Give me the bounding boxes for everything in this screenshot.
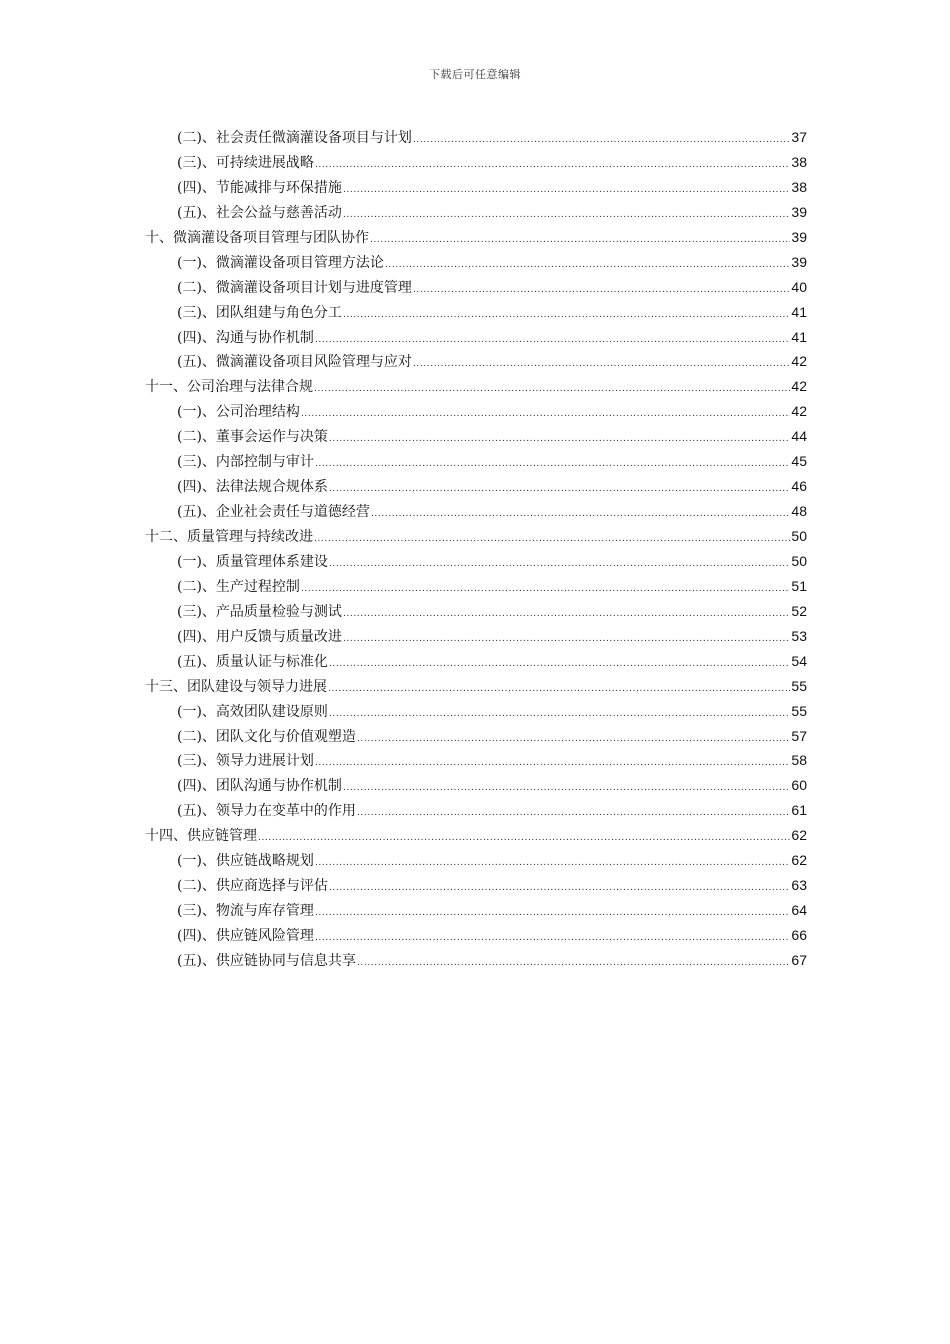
page-header: 下载后可任意编辑: [429, 68, 521, 81]
toc-entry-title: (四)、用户反馈与质量改进: [177, 628, 342, 645]
toc-page-number: 38: [791, 153, 807, 170]
toc-dot-leader: [413, 352, 790, 377]
toc-page-number: 60: [791, 777, 807, 794]
toc-dot-leader: [315, 751, 790, 776]
toc-dot-leader: [357, 801, 790, 826]
toc-entry-title: (五)、领导力在变革中的作用: [177, 803, 356, 820]
toc-entry-title: 十、微滴灌设备项目管理与团队协作: [145, 229, 369, 246]
toc-section-entry[interactable]: [145, 773, 807, 798]
toc-section-entry[interactable]: [145, 599, 807, 624]
toc-dot-leader: [343, 776, 790, 801]
toc-page-number: 51: [791, 577, 807, 594]
toc-section-entry[interactable]: [145, 798, 807, 823]
toc-dot-leader: [343, 627, 790, 652]
toc-page-number: 44: [791, 428, 807, 445]
toc-entry-title: (二)、微滴灌设备项目计划与进度管理: [177, 279, 412, 296]
toc-entry-title: (一)、供应链战略规划: [177, 853, 314, 870]
toc-section-entry[interactable]: [145, 624, 807, 649]
toc-dot-leader: [343, 602, 790, 627]
toc-entry-title: (五)、微滴灌设备项目风险管理与应对: [177, 354, 412, 371]
toc-page-number: 42: [791, 353, 807, 370]
toc-dot-leader: [371, 502, 790, 527]
toc-dot-leader: [315, 452, 790, 477]
toc-page-number: 63: [791, 877, 807, 894]
toc-page-number: 50: [791, 528, 807, 544]
toc-section-entry[interactable]: [145, 399, 807, 424]
toc-section-entry[interactable]: [145, 349, 807, 374]
toc-section-entry[interactable]: [145, 499, 807, 524]
toc-dot-leader: [357, 951, 790, 976]
toc-page-number: 41: [791, 303, 807, 320]
toc-page-number: 55: [791, 677, 807, 694]
toc-page-number: 52: [791, 602, 807, 619]
toc-dot-leader: [315, 153, 790, 178]
toc-section-entry[interactable]: [145, 923, 807, 948]
toc-dot-leader: [329, 652, 790, 677]
toc-section-entry[interactable]: [145, 300, 807, 325]
toc-dot-leader: [314, 377, 790, 402]
toc-dot-leader: [315, 328, 790, 353]
toc-chapter-entry[interactable]: [145, 225, 807, 250]
toc-page-number: 42: [791, 403, 807, 420]
toc-page-number: 53: [791, 627, 807, 644]
toc-entry-title: (四)、沟通与协作机制: [177, 329, 314, 346]
toc-section-entry[interactable]: [145, 873, 807, 898]
toc-chapter-entry[interactable]: [145, 374, 807, 399]
toc-page-number: 41: [791, 328, 807, 345]
toc-entry-title: (三)、可持续进展战略: [177, 154, 314, 171]
toc-page-number: 37: [791, 129, 807, 145]
toc-dot-leader: [385, 253, 790, 278]
toc-entry-title: (三)、团队组建与角色分工: [177, 304, 342, 321]
toc-dot-leader: [343, 178, 790, 203]
toc-section-entry[interactable]: [145, 449, 807, 474]
toc-section-entry[interactable]: [145, 748, 807, 773]
toc-dot-leader: [370, 228, 790, 253]
toc-section-entry[interactable]: [145, 724, 807, 749]
toc-dot-leader: [315, 926, 790, 951]
table-of-contents: [145, 125, 807, 973]
toc-entry-title: (一)、微滴灌设备项目管理方法论: [177, 254, 384, 271]
toc-section-entry[interactable]: [145, 474, 807, 499]
toc-page-number: 39: [791, 203, 807, 220]
toc-section-entry[interactable]: [145, 574, 807, 599]
toc-section-entry[interactable]: [145, 898, 807, 923]
toc-section-entry[interactable]: [145, 150, 807, 175]
toc-dot-leader: [343, 303, 790, 328]
toc-section-entry[interactable]: [145, 848, 807, 873]
toc-section-entry[interactable]: [145, 175, 807, 200]
toc-dot-leader: [329, 702, 790, 727]
toc-entry-title: (二)、供应商选择与评估: [177, 878, 328, 895]
toc-section-entry[interactable]: [145, 649, 807, 674]
toc-chapter-entry[interactable]: [145, 823, 807, 848]
toc-page-number: 48: [791, 503, 807, 520]
toc-entry-title: (三)、物流与库存管理: [177, 903, 314, 920]
toc-entry-title: (五)、质量认证与标准化: [177, 653, 328, 670]
toc-entry-title: (二)、团队文化与价值观塑造: [177, 728, 356, 745]
toc-dot-leader: [343, 203, 790, 228]
toc-section-entry[interactable]: [145, 549, 807, 574]
toc-page-number: 64: [791, 902, 807, 919]
toc-entry-title: (四)、法律法规合规体系: [177, 479, 328, 496]
toc-dot-leader: [328, 677, 790, 702]
toc-page-number: 46: [791, 478, 807, 495]
toc-dot-leader: [329, 477, 790, 502]
toc-page-number: 62: [791, 852, 807, 869]
toc-page-number: 54: [791, 652, 807, 669]
toc-page-number: 40: [791, 278, 807, 295]
toc-page-number: 62: [791, 827, 807, 844]
toc-page-number: 61: [791, 802, 807, 819]
toc-section-entry[interactable]: [145, 699, 807, 724]
toc-entry-title: (二)、社会责任微滴灌设备项目与计划: [177, 130, 412, 146]
toc-entry-title: (五)、社会公益与慈善活动: [177, 204, 342, 221]
toc-section-entry[interactable]: [145, 325, 807, 350]
toc-page-number: 50: [791, 552, 807, 569]
toc-dot-leader: [329, 552, 790, 577]
toc-section-entry[interactable]: [145, 125, 807, 150]
toc-section-entry[interactable]: [145, 250, 807, 275]
toc-dot-leader: [413, 128, 790, 153]
toc-entry-title: 十一、公司治理与法律合规: [145, 379, 313, 396]
toc-page-number: 39: [791, 228, 807, 245]
toc-entry-title: (四)、节能减排与环保措施: [177, 179, 342, 196]
toc-entry-title: (三)、产品质量检验与测试: [177, 603, 342, 620]
toc-section-entry[interactable]: [145, 275, 807, 300]
toc-page-number: 42: [791, 378, 807, 395]
toc-entry-title: (三)、领导力进展计划: [177, 753, 314, 770]
toc-entry-title: (五)、企业社会责任与道德经营: [177, 504, 370, 521]
toc-entry-title: (二)、生产过程控制: [177, 578, 300, 595]
toc-dot-leader: [315, 901, 790, 926]
toc-entry-title: 十二、质量管理与持续改进: [145, 529, 313, 545]
toc-page-number: 45: [791, 453, 807, 470]
toc-entry-title: (一)、质量管理体系建设: [177, 553, 328, 570]
toc-entry-title: (二)、董事会运作与决策: [177, 429, 328, 446]
toc-section-entry[interactable]: [145, 200, 807, 225]
toc-entry-title: 十四、供应链管理: [145, 828, 257, 845]
toc-section-entry[interactable]: [145, 424, 807, 449]
toc-page-number: 66: [791, 927, 807, 943]
toc-section-entry[interactable]: [145, 948, 807, 973]
toc-entry-title: (五)、供应链协同与信息共享: [177, 952, 356, 969]
toc-page-number: 67: [791, 951, 807, 968]
toc-chapter-entry[interactable]: [145, 674, 807, 699]
toc-entry-title: (一)、公司治理结构: [177, 404, 300, 421]
toc-entry-title: (四)、团队沟通与协作机制: [177, 778, 342, 795]
toc-dot-leader: [258, 826, 790, 851]
toc-page-number: 57: [791, 727, 807, 744]
toc-entry-title: (一)、高效团队建设原则: [177, 703, 328, 720]
toc-dot-leader: [314, 527, 790, 552]
toc-page-number: 58: [791, 752, 807, 769]
toc-entry-title: (四)、供应链风险管理: [177, 928, 314, 944]
toc-dot-leader: [301, 577, 790, 602]
toc-chapter-entry[interactable]: [145, 524, 807, 549]
toc-entry-title: (三)、内部控制与审计: [177, 454, 314, 471]
toc-dot-leader: [301, 402, 790, 427]
toc-page-number: 38: [791, 178, 807, 195]
toc-page-number: 39: [791, 253, 807, 270]
toc-dot-leader: [329, 876, 790, 901]
toc-dot-leader: [357, 727, 790, 752]
toc-dot-leader: [315, 851, 790, 876]
toc-dot-leader: [413, 278, 790, 303]
toc-dot-leader: [329, 427, 790, 452]
toc-page-number: 55: [791, 702, 807, 719]
toc-entry-title: 十三、团队建设与领导力进展: [145, 678, 327, 695]
